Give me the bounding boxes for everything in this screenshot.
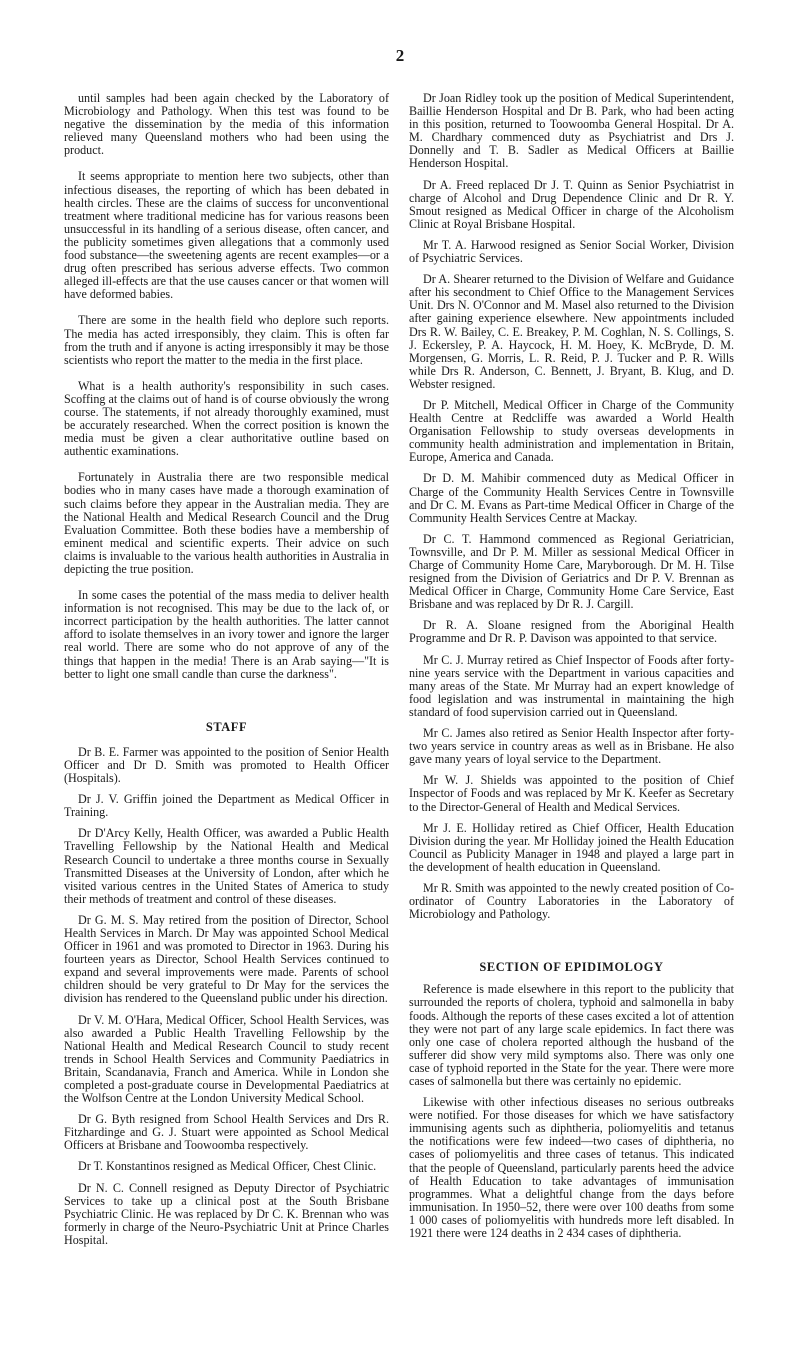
- right-column: [409, 92, 734, 1248]
- paragraph: Mr J. E. Holliday retired as Chief Officer, Health Education Division during the year. Mr Holliday joined the Health Education Council as Publicity Manager in 1948 and played a large part in the development of health education in Queensland.: [409, 820, 734, 874]
- paragraph: Likewise with other infectious diseases no serious outbreaks were notified. For those diseases for which we have satisfactory immunising agents such as diphtheria, poliomyelitis and tetanus the notifications were few indeed—two cases of diphtheria, no cases of poliomyelitis and three cases of tetanus. This indicated that the people of Queensland, particularly parents heed the advice of Health Education to take advantages of immunisation programmes. What a delightful change from the days before immunisation. In 1950–52, there were over 100 deaths from some 1 000 cases of poliomyelitis with hundreds more left disabled. In 1921 there were 124 deaths in 2 434 cases of diphtheria.: [409, 1095, 734, 1241]
- paragraph: It seems appropriate to mention here two subjects, other than infectious diseases, the reporting of which has been debated in health circles. These are the claims of success for unconventional treatment where traditional medicine has for various reasons been unsuccessful in its handling of a serious disease, often cancer, and the publicity sometimes given allegations that a commonly used food substance—the sweetening agents are recent examples—or a drug often prescribed has serious adverse effects. Two common alleged ill-effects are that the use causes cancer or that women will have deformed babies.: [64, 169, 389, 302]
- page-number: 2: [395, 46, 405, 65]
- paragraph: In some cases the potential of the mass media to deliver health information is not recognised. This may be due to the lack of, or incorrect participation by the health authorities. The latter cannot afford to isolate themselves in an ivory tower and ignore the larger real world. There are some who do not approve of any of the things that happen in the media! There is an Arab saying—"It is better to light one small candle than curse the darkness".: [64, 588, 389, 681]
- left-column: [64, 92, 389, 1255]
- paragraph: Mr R. Smith was appointed to the newly created position of Co-ordinator of Country Laboratories in the Laboratory of Microbiology and Pathology.: [409, 880, 734, 922]
- paragraph: Dr B. E. Farmer was appointed to the position of Senior Health Officer and Dr D. Smith was promoted to Health Officer (Hospitals).: [64, 744, 389, 786]
- paragraph: Dr Joan Ridley took up the position of Medical Superintendent, Baillie Henderson Hospital and Dr B. Park, who had been acting in this position, returned to Toowoomba General Hospital. Dr A. M. Chardhary commenced duty as Psychiatrist and Drs J. Donnelly and T. B. Sadler as Medical Officers at Baillie Henderson Hospital.: [409, 91, 734, 171]
- paragraph: Dr G. Byth resigned from School Health Services and Drs R. Fitzhardinge and G. J. Stuart were appointed as School Medical Officers at Brisbane and Toowoomba respectively.: [64, 1112, 389, 1153]
- paragraph: Dr T. Konstantinos resigned as Medical Officer, Chest Clinic.: [78, 1159, 377, 1174]
- paragraph: Dr V. M. O'Hara, Medical Officer, School Health Services, was also awarded a Public Health Travelling Fellowship by the National Health and Medical Research Council to study recent trends in School Health Services and Community Paediatrics in Britain, Scandanavia, Franch and America. While in London she completed a post-graduate course in Developmental Paediatrics at the Wolfson Centre at the London University Medical School.: [64, 1012, 389, 1106]
- paragraph: Dr G. M. S. May retired from the position of Director, School Health Services in March. Dr May was appointed School Medical Officer in 1961 and was promoted to Director in 1963. During his fourteen years as Director, School Health Services continued to expand and several improvements were made. Parents of school children should be very grateful to Dr May for the services the division has rendered to the Queensland public under his direction.: [64, 912, 389, 1006]
- paragraph: Dr N. C. Connell resigned as Deputy Director of Psychiatric Services to take up a clinical post at the South Brisbane Psychiatric Clinic. He was replaced by Dr C. K. Brennan who was formerly in charge of the Neuro-Psychiatric Unit at Prince Charles Hospital.: [64, 1180, 389, 1247]
- paragraph: Dr J. V. Griffin joined the Department as Medical Officer in Training.: [64, 792, 389, 820]
- paragraph: There are some in the health field who deplore such reports. The media has acted irresponsibly, they claim. This is often far from the truth and if anyone is acting irresponsibly it may be those scientists who report the matter to the media in the first place.: [64, 313, 389, 367]
- epidemiology-heading: SECTION OF EPIDIMOLOGY: [479, 960, 664, 975]
- paragraph: Fortunately in Australia there are two responsible medical bodies who in many cases have made a thorough examination of such claims before they appear in the Australian media. They are the National Health and Medical Research Council and the Drug Evaluation Committee. Both these bodies have a membership of eminent medical and scientific experts. Their advice on such claims is invaluable to the various health authorities in Australia in depicting the true position.: [64, 470, 389, 576]
- paragraph: Mr T. A. Harwood resigned as Senior Social Worker, Division of Psychiatric Services.: [409, 237, 734, 266]
- paragraph: Dr D'Arcy Kelly, Health Officer, was awarded a Public Health Travelling Fellowship by the National Health and Medical Research Council to undertake a three months course in Sexually Transmitted Diseases at the University of London, after which he visited various centres in the United States of America to study their methods of treatment and control of these diseases.: [64, 826, 389, 906]
- paragraph: Dr C. T. Hammond commenced as Regional Geriatrician, Townsville, and Dr P. M. Miller as sessional Medical Officer in Charge of Community Home Care, Maryborough. Dr M. H. Tilse resigned from the Division of Geriatrics and Dr P. V. Brennan as Medical Officer in Charge, Community Home Care Service, East Brisbane and was replaced by Dr R. J. Cargill.: [409, 531, 734, 612]
- paragraph: Reference is made elsewhere in this report to the publicity that surrounded the reports of cholera, typhoid and salmonella in baby foods. Although the reports of these cases excited a lot of attention they were not part of any large scale epidemics. In fact there was only one case of cholera reported although the husband of the sufferer did show very mild symptoms also. There was only one case of typhoid reported in the State for the year. There were more cases of salmonella but there was certainly no epidemic.: [409, 982, 734, 1088]
- paragraph: Mr W. J. Shields was appointed to the position of Chief Inspector of Foods and was replaced by Mr K. Keefer as Secretary to the Director-General of Health and Medical Services.: [409, 773, 734, 814]
- paragraph: Dr D. M. Mahibir commenced duty as Medical Officer in Charge of the Community Health Services Centre in Townsville and Dr C. M. Evans as Part-time Medical Officer in Charge of the Community Health Services Centre at Mackay.: [409, 471, 734, 525]
- staff-heading: STAFF: [205, 719, 248, 734]
- paragraph: Dr R. A. Sloane resigned from the Aboriginal Health Programme and Dr R. P. Davison was appointed to that service.: [409, 618, 734, 646]
- paragraph: Dr P. Mitchell, Medical Officer in Charge of the Community Health Centre at Redcliffe was awarded a World Health Organisation Fellowship to study overseas developments in community health administration and implementation in Britain, Europe, America and Canada.: [409, 397, 734, 465]
- paragraph: Mr C. J. Murray retired as Chief Inspector of Foods after forty-nine years service with the Department in various capacities and many areas of the State. Mr Murray had an expert knowledge of food legislation and was instrumental in maintaining the high standard of food supervision carried out in Queensland.: [409, 652, 734, 719]
- paragraph: Dr A. Shearer returned to the Division of Welfare and Guidance after his secondment to Chief Office to the Management Services Unit. Drs N. O'Connor and M. Masel also returned to the Division after gaining experience elsewhere. New appointments included Drs R. W. Bailey, C. E. Breakey, P. M. Coghlan, N. S. Collings, S. J. Eckersley, P. A. Haycock, H. M. Hoey, K. McBryde, D. M. Morgensen, G. Morris, L. R. Reid, P. J. Tucker and P. R. Wills while Drs R. Anderson, C. Bennett, J. Bryant, B. Klug, and D. Webster resigned.: [409, 272, 734, 391]
- paragraph: until samples had been again checked by the Laboratory of Microbiology and Pathology. When this test was found to be negative the dissemination by the media of this information relieved many Queensland mothers who had been using the product.: [64, 91, 389, 158]
- paragraph: Dr A. Freed replaced Dr J. T. Quinn as Senior Psychiatrist in charge of Alcohol and Drug Dependence Clinic and Dr R. Y. Smout resigned as Medical Officer in charge of the Alcoholism Clinic at Royal Brisbane Hospital.: [409, 177, 734, 231]
- paragraph: What is a health authority's responsibility in such cases. Scoffing at the claims out of hand is of course obviously the wrong course. The statements, if not already thoroughly examined, must be accurately researched. When the correct position is known the media must be given a clear authoritative outline based on authentic examinations.: [64, 378, 389, 459]
- paragraph: Mr C. James also retired as Senior Health Inspector after forty-two years service in country areas as well as in Brisbane. He also gave many years of loyal service to the Department.: [409, 726, 734, 767]
